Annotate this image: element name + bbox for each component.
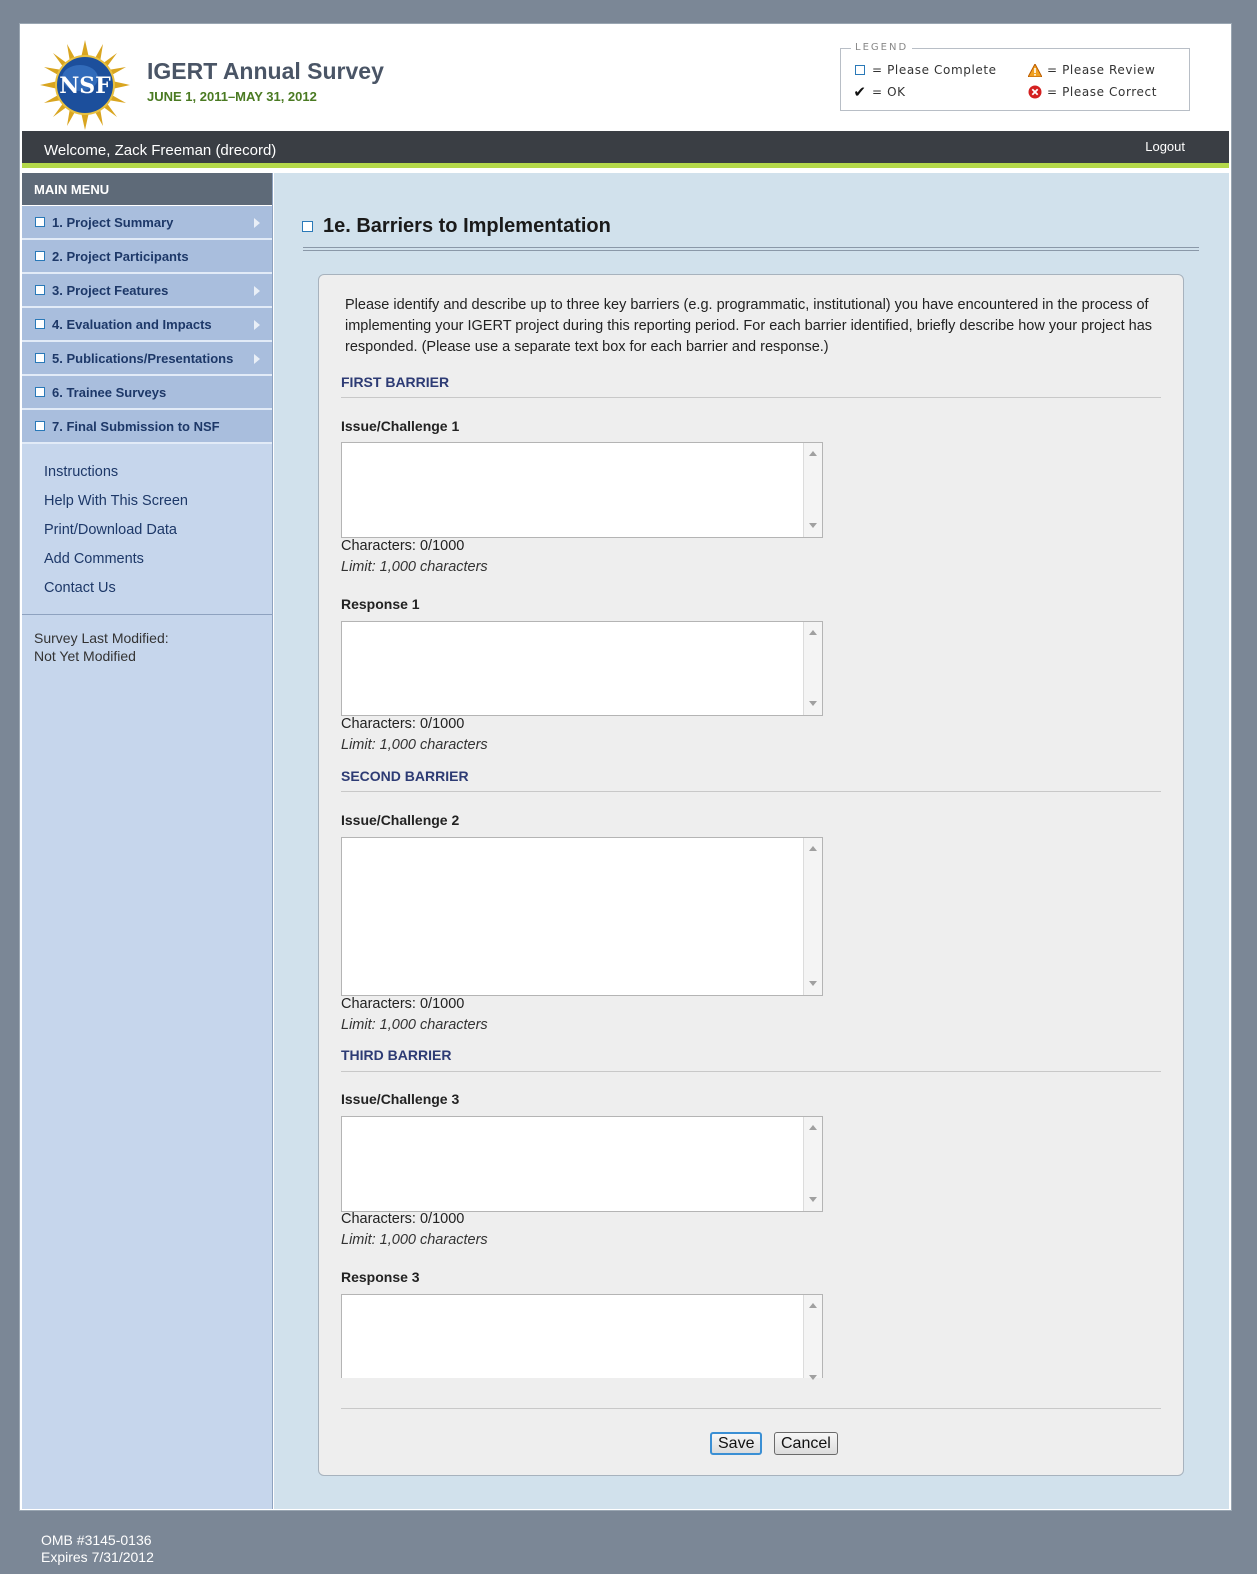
- legend-title: LEGEND: [851, 42, 912, 53]
- omb-expires: Expires 7/31/2012: [41, 1549, 154, 1565]
- title-divider: [303, 247, 1199, 251]
- button-divider: [341, 1408, 1161, 1409]
- sidebar-item-publications[interactable]: [22, 342, 272, 376]
- scroll-up-icon: [809, 1303, 817, 1308]
- issue-2-textarea[interactable]: [341, 837, 823, 996]
- issue-2-label: Issue/Challenge 2: [341, 812, 460, 828]
- checkbox-icon: [35, 319, 45, 329]
- welcome-bar: [22, 131, 1229, 168]
- warning-icon: [1028, 63, 1042, 77]
- link-add-comments[interactable]: Add Comments: [44, 551, 144, 567]
- scroll-down-icon: [809, 523, 817, 528]
- checkbox-icon: [35, 251, 45, 261]
- sidebar-item-label: 3. Project Features: [52, 282, 169, 298]
- barrier-heading-2: SECOND BARRIER: [341, 768, 469, 784]
- legend-review: [1028, 63, 1155, 77]
- char-counter: Characters: 0/1000: [341, 538, 465, 554]
- save-button[interactable]: Save: [710, 1432, 762, 1455]
- legend-ok: [853, 85, 906, 99]
- scroll-up-icon: [809, 1125, 817, 1130]
- legend-correct: [1028, 85, 1157, 99]
- scroll-up-icon: [809, 630, 817, 635]
- link-help[interactable]: Help With This Screen: [44, 493, 188, 509]
- scrollbar[interactable]: [803, 622, 822, 715]
- checkbox-icon: [35, 217, 45, 227]
- main-content: [274, 173, 1229, 1509]
- nsf-logo: [40, 40, 130, 130]
- chevron-right-icon: [254, 218, 260, 228]
- scroll-down-icon: [809, 1375, 817, 1380]
- error-icon: [1028, 85, 1042, 99]
- char-limit: Limit: 1,000 characters: [341, 1017, 488, 1033]
- modified-label: Survey Last Modified:: [34, 630, 169, 646]
- sidebar-item-final-submission[interactable]: [22, 410, 272, 444]
- instructions-text: Please identify and describe up to three key barriers (e.g. programmatic, institutional) you have encountered in the process of implementing your IGERT project during this reporting period. For each barrier identified, briefly describe how your project has responded. (Please use a separate text box for each barrier and response.): [345, 297, 1153, 355]
- chevron-right-icon: [254, 320, 260, 330]
- sidebar-item-evaluation-impacts[interactable]: [22, 308, 272, 342]
- link-print-download[interactable]: Print/Download Data: [44, 522, 177, 538]
- page-title: [302, 215, 611, 238]
- legend-complete: [853, 63, 997, 77]
- checkbox-icon: [302, 221, 313, 232]
- scroll-up-icon: [809, 846, 817, 851]
- app-title: IGERT Annual Survey: [147, 58, 384, 84]
- issue-3-textarea[interactable]: [341, 1116, 823, 1212]
- sidebar-item-label: 7. Final Submission to NSF: [52, 418, 220, 434]
- char-limit: Limit: 1,000 characters: [341, 737, 488, 753]
- cancel-button[interactable]: Cancel: [774, 1432, 838, 1455]
- sidebar-item-label: 4. Evaluation and Impacts: [52, 316, 212, 332]
- sidebar-item-project-features[interactable]: [22, 274, 272, 308]
- char-limit: Limit: 1,000 characters: [341, 1232, 488, 1248]
- legend-review-label: = Please Review: [1047, 63, 1156, 77]
- barrier-divider: [341, 791, 1161, 792]
- omb-footer: [41, 1532, 154, 1566]
- checkmark-icon: ✔: [853, 83, 867, 101]
- issue-1-label: Issue/Challenge 1: [341, 418, 460, 434]
- scrollbar[interactable]: [803, 1117, 822, 1211]
- barrier-heading-1: FIRST BARRIER: [341, 374, 450, 390]
- scroll-down-icon: [809, 1197, 817, 1202]
- issue-1-textarea[interactable]: [341, 442, 823, 538]
- sidebar-item-project-summary[interactable]: [22, 206, 272, 240]
- sidebar-links: [22, 444, 272, 596]
- char-counter: Characters: 0/1000: [341, 996, 465, 1012]
- char-limit: Limit: 1,000 characters: [341, 559, 488, 575]
- scrollbar[interactable]: [803, 443, 822, 537]
- legend-correct-label: = Please Correct: [1047, 85, 1158, 99]
- scroll-up-icon: [809, 451, 817, 456]
- welcome-text: Welcome, Zack Freeman (drecord): [44, 142, 277, 159]
- response-3-textarea[interactable]: [341, 1294, 823, 1378]
- sidebar-item-label: 2. Project Participants: [52, 248, 189, 264]
- chevron-right-icon: [254, 286, 260, 296]
- legend-box: [840, 42, 1190, 111]
- response-1-label: Response 1: [341, 596, 420, 612]
- sidebar: [22, 173, 273, 1509]
- form-panel: [318, 274, 1184, 1476]
- scroll-down-icon: [809, 981, 817, 986]
- checkbox-icon: [853, 63, 867, 77]
- scroll-down-icon: [809, 701, 817, 706]
- response-3-label: Response 3: [341, 1269, 420, 1285]
- sidebar-item-trainee-surveys[interactable]: [22, 376, 272, 410]
- page-title-text: 1e. Barriers to Implementation: [323, 215, 611, 237]
- survey-modified: [22, 615, 272, 679]
- main-menu-title: MAIN MENU: [22, 173, 272, 206]
- app-subtitle: JUNE 1, 2011–MAY 31, 2012: [147, 89, 317, 104]
- char-counter: Characters: 0/1000: [341, 1211, 465, 1227]
- logout-link[interactable]: Logout: [1145, 139, 1185, 154]
- link-contact-us[interactable]: Contact Us: [44, 580, 116, 596]
- chevron-right-icon: [254, 354, 260, 364]
- barrier-heading-3: THIRD BARRIER: [341, 1047, 452, 1063]
- sidebar-item-label: 1. Project Summary: [52, 214, 174, 230]
- sidebar-item-label: 5. Publications/Presentations: [52, 350, 234, 366]
- sidebar-item-project-participants[interactable]: [22, 240, 272, 274]
- page-container: [19, 23, 1232, 1511]
- sidebar-item-label: 6. Trainee Surveys: [52, 384, 167, 400]
- modified-value: Not Yet Modified: [34, 648, 136, 664]
- legend-ok-label: = OK: [872, 85, 906, 99]
- checkbox-icon: [35, 353, 45, 363]
- omb-number: OMB #3145-0136: [41, 1532, 152, 1548]
- issue-3-label: Issue/Challenge 3: [341, 1091, 460, 1107]
- char-counter: Characters: 0/1000: [341, 716, 465, 732]
- barrier-divider: [341, 397, 1161, 398]
- checkbox-icon: [35, 421, 45, 431]
- response-1-textarea[interactable]: [341, 621, 823, 716]
- checkbox-icon: [35, 387, 45, 397]
- link-instructions[interactable]: Instructions: [44, 464, 119, 480]
- legend-complete-label: = Please Complete: [872, 63, 997, 77]
- logo-text: NSF: [59, 73, 111, 99]
- checkbox-icon: [35, 285, 45, 295]
- scrollbar[interactable]: [803, 1295, 822, 1378]
- header: [22, 26, 1229, 131]
- scrollbar[interactable]: [803, 838, 822, 995]
- barrier-divider: [341, 1071, 1161, 1072]
